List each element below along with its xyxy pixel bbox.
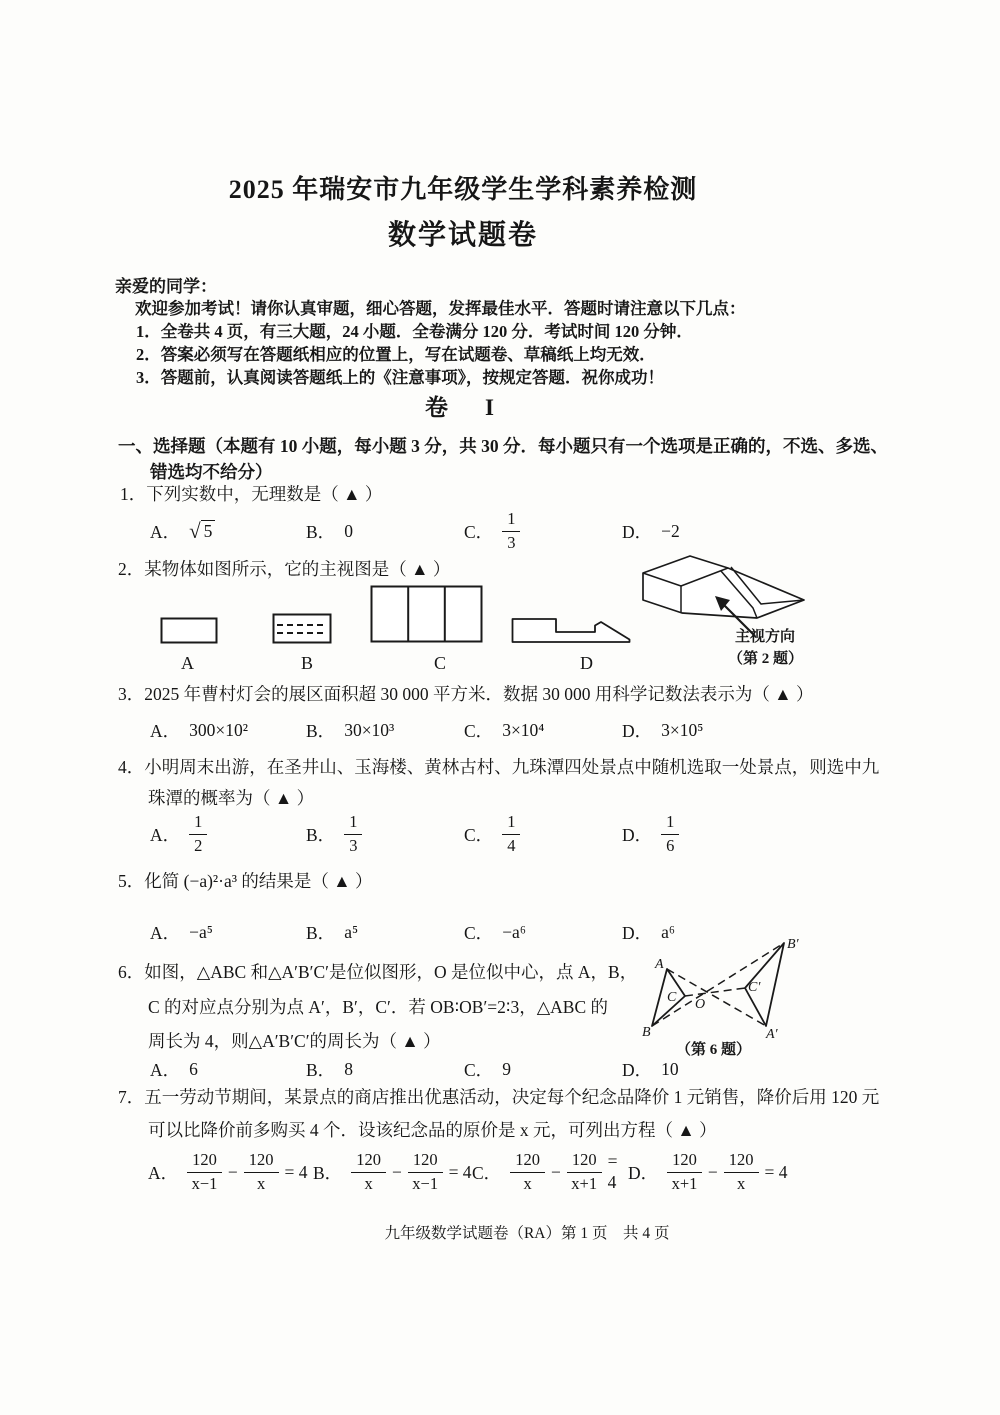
q6-options bbox=[150, 1056, 679, 1082]
sqrt-expression bbox=[189, 520, 215, 542]
option-label: A． bbox=[150, 521, 181, 542]
minus-operator: − bbox=[550, 1161, 561, 1182]
q2-figure-caption-direction: 主视方向 bbox=[735, 629, 796, 645]
notice-item-3: 3．答题前，认真阅读答题纸上的《注意事项》，按规定答题．祝你成功！ bbox=[136, 368, 664, 387]
option-value: a⁵ bbox=[344, 921, 359, 942]
q3-option-b bbox=[306, 718, 464, 743]
notice-intro: 欢迎参加考试！请你认真审题，细心答题，发挥最佳水平．答题时请注意以下几点： bbox=[135, 299, 746, 318]
fraction bbox=[351, 1151, 386, 1192]
minus-operator: − bbox=[227, 1161, 238, 1182]
fraction-denominator: x bbox=[257, 1173, 266, 1193]
q7-options bbox=[148, 1146, 788, 1198]
option-value: −a⁶ bbox=[502, 921, 526, 942]
fraction bbox=[567, 1151, 602, 1192]
q1-option-b bbox=[306, 519, 464, 544]
q4-option-d bbox=[622, 813, 679, 854]
fraction-denominator: x bbox=[523, 1173, 532, 1193]
q6-label-c: C bbox=[667, 990, 677, 1005]
equation bbox=[667, 1151, 787, 1192]
fraction-numerator: 120 bbox=[510, 1151, 545, 1172]
q4-option-a bbox=[150, 813, 306, 854]
section-one-heading-line1: 一、选择题（本题有 10 小题，每小题 3 分，共 30 分．每小题只有一个选项是正确的，不选、多选、 bbox=[118, 436, 888, 456]
equation bbox=[510, 1151, 628, 1193]
q5-option-c bbox=[464, 920, 622, 945]
section-one-heading-line2: 错选均不给分） bbox=[150, 462, 273, 482]
q2-shape-c-rectangle-divided bbox=[370, 585, 483, 643]
option-label: C． bbox=[472, 1162, 502, 1183]
q3-option-a bbox=[150, 718, 306, 743]
option-value: 300×10² bbox=[189, 719, 249, 740]
option-value: a⁶ bbox=[661, 921, 676, 942]
notice-salutation: 亲爱的同学： bbox=[115, 277, 217, 296]
fraction-denominator: 3 bbox=[507, 532, 516, 552]
q6-option-a bbox=[150, 1057, 306, 1082]
option-label: B． bbox=[306, 720, 336, 741]
fraction bbox=[187, 1151, 222, 1192]
option-label: D． bbox=[622, 1059, 653, 1080]
fraction-denominator: x+1 bbox=[571, 1173, 598, 1193]
q2-shape-b-rectangle-dashed bbox=[272, 613, 332, 644]
option-value: 3×10⁵ bbox=[661, 719, 704, 740]
option-label: D． bbox=[628, 1162, 659, 1183]
option-label: A． bbox=[148, 1162, 179, 1183]
doc-subtitle: 数学试题卷 bbox=[387, 220, 538, 251]
option-value: 8 bbox=[344, 1058, 353, 1079]
equation bbox=[351, 1151, 471, 1192]
q1-options bbox=[150, 508, 680, 554]
q6-label-c-prime: C′ bbox=[748, 980, 761, 995]
q5-option-a bbox=[150, 920, 306, 945]
radicand: 5 bbox=[201, 520, 216, 541]
q7-option-a bbox=[148, 1151, 313, 1192]
fraction-numerator: 120 bbox=[244, 1151, 279, 1172]
equals-rhs: = 4 bbox=[448, 1161, 472, 1182]
option-value: −a⁵ bbox=[189, 921, 213, 942]
equals-rhs: = 4 bbox=[607, 1151, 618, 1192]
q3-options bbox=[150, 717, 703, 743]
fraction bbox=[510, 1151, 545, 1192]
option-label: A． bbox=[150, 824, 181, 845]
q2-shape-b-label: B bbox=[301, 653, 314, 673]
fraction bbox=[344, 813, 362, 854]
option-label: B． bbox=[313, 1162, 343, 1183]
q2-shape-c-label: C bbox=[434, 653, 447, 673]
q6-stem-line2: C 的对应点分别为点 A′，B′，C′．若 OB∶OB′=2∶3，△ABC 的 bbox=[148, 997, 609, 1017]
q1-option-d bbox=[622, 519, 680, 544]
q6-figure-caption: （第 6 题） bbox=[676, 1042, 752, 1058]
fraction-denominator: x+1 bbox=[671, 1173, 698, 1193]
option-value: 6 bbox=[189, 1058, 198, 1079]
q6-similarity-figure bbox=[640, 925, 815, 1065]
option-value: 9 bbox=[502, 1058, 511, 1079]
fraction-numerator: 120 bbox=[187, 1151, 222, 1172]
q3-stem: 3．2025 年曹村灯会的展区面积超 30 000 平方米．数据 30 000 用科学记数法表示为（ ▲ ） bbox=[118, 684, 814, 704]
option-label: A． bbox=[150, 1059, 181, 1080]
option-label: B． bbox=[306, 824, 336, 845]
equals-rhs: = 4 bbox=[284, 1161, 308, 1182]
fraction bbox=[502, 510, 520, 551]
option-label: C． bbox=[464, 1059, 494, 1080]
fraction-denominator: x bbox=[737, 1173, 746, 1193]
option-label: B． bbox=[306, 922, 336, 943]
q2-object-figure bbox=[633, 548, 833, 680]
equation bbox=[187, 1151, 307, 1192]
fraction-numerator: 1 bbox=[189, 813, 207, 834]
equals-rhs: = 4 bbox=[764, 1161, 788, 1182]
q6-option-c bbox=[464, 1057, 622, 1082]
q4-options bbox=[150, 810, 679, 858]
q6-label-b-prime: B′ bbox=[787, 937, 799, 952]
option-label: A． bbox=[150, 922, 181, 943]
option-value: 0 bbox=[344, 520, 353, 541]
q2-figure-caption-number: （第 2 题） bbox=[728, 651, 804, 667]
option-label: C． bbox=[464, 824, 494, 845]
fraction bbox=[502, 813, 520, 854]
fraction-denominator: x bbox=[364, 1173, 373, 1193]
option-label: B． bbox=[306, 521, 336, 542]
option-label: C． bbox=[464, 922, 494, 943]
q6-option-d bbox=[622, 1057, 679, 1082]
fraction-numerator: 120 bbox=[667, 1151, 702, 1172]
fraction-denominator: 2 bbox=[194, 835, 203, 855]
fraction bbox=[244, 1151, 279, 1192]
fraction-numerator: 1 bbox=[502, 510, 520, 531]
q6-stem-line1: 6．如图，△ABC 和△A′B′C′是位似图形，O 是位似中心，点 A，B， bbox=[118, 962, 638, 982]
fraction bbox=[189, 813, 207, 854]
minus-operator: − bbox=[391, 1161, 402, 1182]
q6-option-b bbox=[306, 1057, 464, 1082]
option-label: D． bbox=[622, 720, 653, 741]
radical-sign: √ bbox=[189, 518, 201, 543]
notice-item-2: 2．答案必须写在答题纸相应的位置上，写在试题卷、草稿纸上均无效． bbox=[136, 345, 656, 364]
fraction-denominator: x−1 bbox=[412, 1173, 439, 1193]
q2-stem: 2．某物体如图所示，它的主视图是（ ▲ ） bbox=[118, 559, 451, 579]
q2-shape-d-step-profile bbox=[511, 617, 631, 644]
fraction-numerator: 1 bbox=[661, 813, 679, 834]
q4-stem-line1: 4．小明周末出游，在圣井山、玉海楼、黄林古村、九珠潭四处景点中随机选取一处景点，则选中九 bbox=[118, 757, 880, 777]
q6-label-a-prime: A′ bbox=[766, 1027, 778, 1042]
option-label: D． bbox=[622, 521, 653, 542]
q4-option-b bbox=[306, 813, 464, 854]
q3-option-d bbox=[622, 718, 703, 743]
q4-stem-line2: 珠潭的概率为（ ▲ ） bbox=[148, 788, 315, 808]
option-label: C． bbox=[464, 521, 494, 542]
option-value: 10 bbox=[661, 1058, 679, 1079]
fraction-numerator: 120 bbox=[724, 1151, 759, 1172]
q3-option-c bbox=[464, 718, 622, 743]
q7-option-d bbox=[628, 1151, 788, 1192]
fraction-numerator: 120 bbox=[351, 1151, 386, 1172]
q7-stem-line1: 7．五一劳动节期间，某景点的商店推出优惠活动，决定每个纪念品降价 1 元销售，降价后用 120 元 bbox=[118, 1087, 880, 1107]
q1-stem: 1．下列实数中，无理数是（ ▲ ） bbox=[120, 484, 383, 504]
q2-shape-d-label: D bbox=[580, 653, 593, 673]
fraction-denominator: x−1 bbox=[191, 1173, 218, 1193]
q7-option-c bbox=[472, 1151, 628, 1193]
option-label: B． bbox=[306, 1059, 336, 1080]
page-title: 2025 年瑞安市九年级学生学科素养检测 bbox=[228, 175, 698, 204]
fraction bbox=[724, 1151, 759, 1192]
option-value: −2 bbox=[661, 520, 680, 541]
fraction bbox=[667, 1151, 702, 1192]
fraction-denominator: 6 bbox=[666, 835, 675, 855]
notice-item-1: 1．全卷共 4 页，有三大题，24 小题．全卷满分 120 分．考试时间 120 分钟． bbox=[136, 322, 693, 341]
option-label: D． bbox=[622, 922, 653, 943]
fraction-denominator: 3 bbox=[349, 835, 358, 855]
q6-stem-line3: 周长为 4，则△A′B′C′的周长为（ ▲ ） bbox=[148, 1031, 441, 1051]
q4-option-c bbox=[464, 813, 622, 854]
option-value: 30×10³ bbox=[344, 719, 395, 740]
q6-label-a: A bbox=[655, 957, 664, 972]
fraction-denominator: 4 bbox=[507, 835, 516, 855]
option-value: 3×10⁴ bbox=[502, 719, 545, 740]
q1-option-c bbox=[464, 510, 622, 551]
volume-heading: 卷 I bbox=[425, 395, 501, 420]
page-footer: 九年级数学试题卷（RA）第 1 页 共 4 页 bbox=[384, 1225, 670, 1242]
q6-label-b: B bbox=[642, 1025, 651, 1040]
q6-label-o: O bbox=[695, 997, 706, 1012]
option-label: C． bbox=[464, 720, 494, 741]
q5-options bbox=[150, 919, 675, 945]
option-label: D． bbox=[622, 824, 653, 845]
fraction-numerator: 1 bbox=[344, 813, 362, 834]
option-label: A． bbox=[150, 720, 181, 741]
fraction bbox=[661, 813, 679, 854]
fraction-numerator: 1 bbox=[502, 813, 520, 834]
q7-option-b bbox=[313, 1151, 472, 1192]
fraction bbox=[408, 1151, 443, 1192]
q2-shape-a-rectangle bbox=[160, 617, 218, 644]
fraction-numerator: 120 bbox=[567, 1151, 602, 1172]
q5-option-b bbox=[306, 920, 464, 945]
q7-stem-line2: 可以比降价前多购买 4 个．设该纪念品的原价是 x 元，可列出方程（ ▲ ） bbox=[148, 1120, 717, 1140]
q2-shape-a-label: A bbox=[181, 653, 194, 673]
q1-option-a bbox=[150, 519, 306, 544]
minus-operator: − bbox=[707, 1161, 718, 1182]
fraction-numerator: 120 bbox=[408, 1151, 443, 1172]
q5-stem: 5．化简 (−a)²·a³ 的结果是（ ▲ ） bbox=[118, 871, 373, 891]
